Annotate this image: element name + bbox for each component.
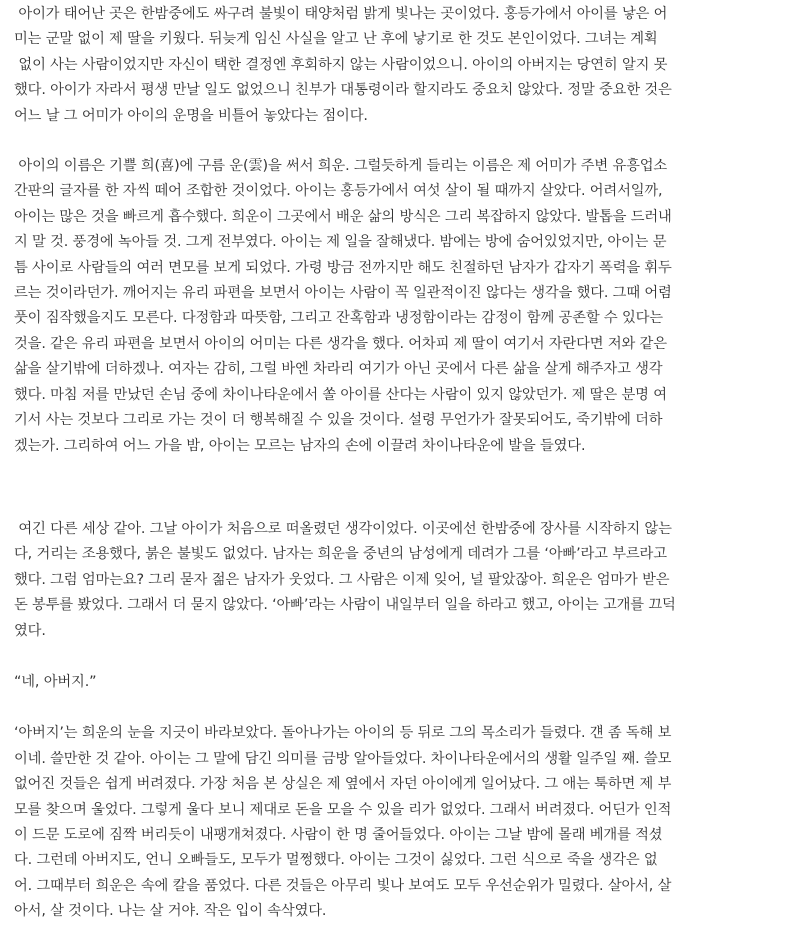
paragraph-spacer — [14, 695, 784, 721]
text-line: 했다. 그럼 엄마는요? 그리 묻자 젊은 남자가 웃었다. 그 사람은 이제 잊어, 널 팔았잖아. 희운은 엄마가 받은 — [14, 571, 670, 588]
paragraph-new-world — [14, 517, 784, 644]
text-line: 아이의 이름은 기쁠 희(喜)에 구름 운(雲)을 써서 희운. 그럴듯하게 들리는 이름은 제 어미가 주변 유흥업소 — [14, 158, 668, 175]
document-body — [14, 2, 784, 925]
text-line: 아이는 많은 것을 빠르게 흡수했다. 희운이 그곳에서 배운 삶의 방식은 그리 복잡하지 않았다. 발톱을 드러내 — [14, 208, 672, 225]
paragraph-birth — [14, 2, 784, 129]
text-line: 이 드문 도로에 짐짝 버리듯이 내팽개쳐졌다. 사람이 한 명 줄어들었다. 아이는 그날 밤에 몰래 베개를 적셨 — [14, 826, 663, 843]
text-line: 것을. 같은 유리 파편을 보면서 아이의 어미는 다른 생각을 했다. 어차피 제 딸이 여기서 자란다면 저와 같은 — [14, 335, 667, 352]
text-line: 이네. 쓸만한 것 같아. 아이는 그 말에 담긴 의미를 금방 알아들었다. 차이나타운에서의 생활 일주일 째. 쓸모 — [14, 750, 672, 767]
text-line: 아서, 살 것이다. 나는 살 거야. 작은 입이 속삭였다. — [14, 903, 327, 920]
text-line: 없이 사는 사람이었지만 자신이 택한 결정엔 후회하지 않는 사람이었으니. 아이의 아버지는 당연히 알지 못 — [14, 56, 668, 73]
text-line: 르는 것이라던가. 깨어지는 유리 파편을 보면서 아이는 사람이 꼭 일관적이진 않다는 생각을 했다. 그때 어렴 — [14, 285, 672, 302]
text-line: 미는 군말 없이 제 딸을 키웠다. 뒤늦게 임신 사실을 알고 난 후에 낳기로 한 것도 본인이었다. 그녀는 계획 — [14, 31, 658, 48]
paragraph-father — [14, 721, 784, 924]
text-line: ‘아버지’는 희운의 눈을 지긋이 바라보았다. 돌아나가는 아이의 등 뒤로 그의 목소리가 들렸다. 걘 좀 독해 보 — [14, 725, 672, 742]
paragraph-dialogue — [14, 670, 784, 695]
text-line: 다, 거리는 조용했다, 붉은 불빛도 없었다. 남자는 희운을 중년의 남성에게 데려가 그를 ‘아빠’라고 부르라고 — [14, 546, 667, 563]
text-line: 어느 날 그 어미가 아이의 운명을 비틀어 놓았다는 점이다. — [14, 107, 368, 124]
paragraph-name — [14, 154, 784, 459]
text-line: 겠는가. 그리하여 어느 가을 밤, 아이는 모르는 남자의 손에 이끌려 차이나타운에 발을 들였다. — [14, 437, 586, 454]
text-line: 삶을 살기밖에 더하겠나. 여자는 감히, 그럴 바엔 차라리 여기가 아닌 곳에서 다른 삶을 살게 해주자고 생각 — [14, 361, 663, 378]
paragraph-spacer — [14, 459, 784, 517]
paragraph-spacer — [14, 129, 784, 154]
paragraph-spacer — [14, 644, 784, 670]
text-line: 간판의 글자를 한 자씩 떼어 조합한 것이었다. 아이는 홍등가에서 여섯 살이 될 때까지 살았다. 어려서일까, — [14, 183, 663, 200]
text-line: 여긴 다른 세상 같아. 그날 아이가 처음으로 떠올렸던 생각이었다. 이곳에선 한밤중에 장사를 시작하지 않는 — [14, 520, 672, 537]
text-line: 없어진 것들은 쉽게 버려졌다. 가장 처음 본 상실은 제 옆에서 자던 아이에게 일어났다. 그 애는 툭하면 제 부 — [14, 776, 672, 793]
text-line: 다. 그런데 아버지도, 언니 오빠들도, 모두가 멀쩡했다. 아이는 그것이 싫었다. 그런 식으로 죽을 생각은 없 — [14, 852, 658, 869]
text-line: 기서 사는 것보다 그리로 가는 것이 더 행복해질 수 있을 것이다. 설령 무언가가 잘못되어도, 죽기밖에 더하 — [14, 412, 663, 429]
text-line: 였다. — [14, 622, 46, 639]
text-line: 틈 사이로 사람들의 여러 면모를 보게 되었다. 가령 방금 전까지만 해도 친절하던 남자가 갑자기 폭력을 휘두 — [14, 259, 672, 276]
text-line: 아이가 태어난 곳은 한밤중에도 싸구려 불빛이 태양처럼 밝게 빛나는 곳이었다. 홍등가에서 아이를 낳은 어 — [14, 6, 668, 22]
text-line: 했다. 마침 저를 만났던 손님 중에 차이나타운에서 쏠 아이를 산다는 사람이 있지 않았던가. 제 딸은 분명 여 — [14, 386, 667, 403]
text-line: “네, 아버지.” — [14, 673, 97, 690]
text-line: 풋이 짐작했을지도 모른다. 다정함과 따뜻함, 그리고 잔혹함과 냉정함이라는 감정이 함께 공존할 수 있다는 — [14, 310, 663, 327]
text-line: 돈 봉투를 봤었다. 그래서 더 묻지 않았다. ‘아빠’라는 사람이 내일부터 일을 하라고 했고, 아이는 고개를 끄덕 — [14, 597, 676, 614]
text-line: 지 말 것. 풍경에 녹아들 것. 그게 전부였다. 아이는 제 일을 잘해냈다. 밤에는 방에 숨어있었지만, 아이는 문 — [14, 234, 667, 251]
text-line: 모를 찾으며 울었다. 그렇게 울다 보니 제대로 돈을 모을 수 있을 리가 없었다. 그래서 버려졌다. 어딘가 인적 — [14, 801, 672, 818]
text-line: 어. 그때부터 희운은 속에 칼을 품었다. 다른 것들은 아무리 빛나 보여도 모두 우선순위가 밀렸다. 살아서, 살 — [14, 877, 672, 894]
text-line: 했다. 아이가 자라서 평생 만날 일도 없었으니 친부가 대통령이라 할지라도 중요치 않았다. 정말 중요한 것은 — [14, 82, 672, 99]
